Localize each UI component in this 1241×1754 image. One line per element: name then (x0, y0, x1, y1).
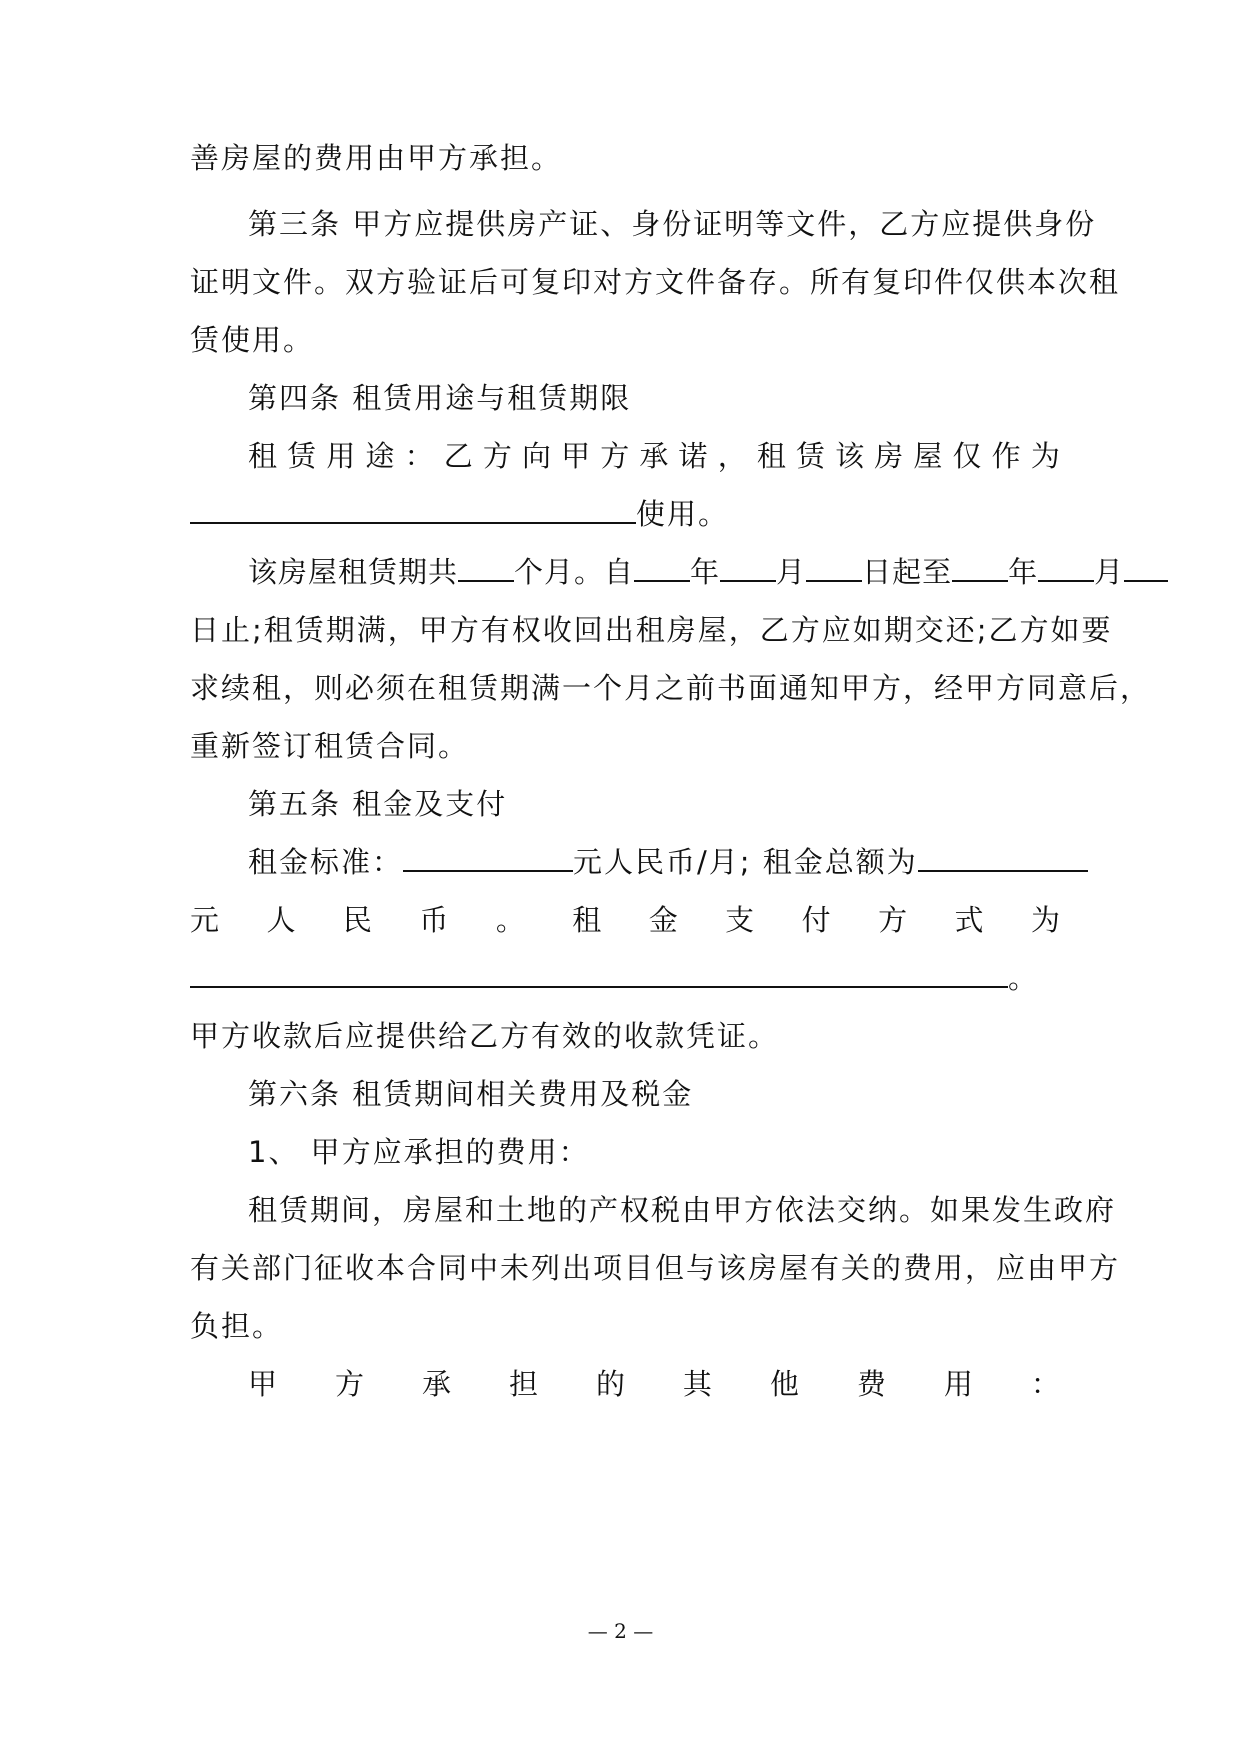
text-char: 作 (991, 439, 1021, 473)
text-char: 为 (1030, 903, 1060, 937)
fill-in-blank[interactable] (806, 552, 862, 582)
payment-blank-line (190, 958, 1060, 998)
fill-in-blank[interactable] (458, 552, 514, 582)
lease-purpose-line (248, 436, 1060, 476)
article-6-heading: 第六条 租赁期间相关费用及税金 (248, 1077, 694, 1111)
lease-term-line (248, 552, 1125, 592)
paragraph-line: 证明文件。双方验证后可复印对方文件备存。所有复印件仅供本次租 (190, 265, 1121, 299)
text-span: 个月。自 (514, 555, 635, 589)
text-char: 诺 (678, 439, 708, 473)
text-span: 日起至 (862, 555, 953, 589)
text-char: 方 (600, 439, 630, 473)
text-char: 的 (595, 1367, 625, 1401)
fill-in-blank[interactable] (1038, 552, 1094, 582)
text-span: 月 (1094, 555, 1125, 589)
text-char: 币 (419, 903, 449, 937)
text-char: 赁 (287, 439, 317, 473)
text-span: 年 (1008, 555, 1039, 589)
text-char: 元 (190, 903, 220, 937)
text-char: 支 (725, 903, 755, 937)
fill-in-blank[interactable] (720, 552, 776, 582)
text-char: 甲 (561, 439, 591, 473)
fill-in-blank[interactable] (952, 552, 1008, 582)
paragraph-line: 求续租，则必须在租赁期满一个月之前书面通知甲方，经甲方同意后， (190, 671, 1152, 705)
text-span: 月 (776, 555, 807, 589)
text-char: 担 (508, 1367, 538, 1401)
text-char: 租 (572, 903, 602, 937)
text-char: 式 (954, 903, 984, 937)
paragraph-line: 重新签订租赁合同。 (190, 729, 470, 763)
text-char: ， (717, 439, 747, 473)
paragraph-line: 赁使用。 (190, 323, 315, 357)
paragraph-line: 租赁期间，房屋和土地的产权税由甲方依法交纳。如果发生政府 (248, 1193, 1117, 1227)
other-fees-line (248, 1364, 1060, 1404)
text-span: 年 (690, 555, 721, 589)
text-char: 房 (874, 439, 904, 473)
text-char: 用 (326, 439, 356, 473)
fill-in-blank[interactable] (403, 842, 573, 872)
text-char: 付 (801, 903, 831, 937)
paragraph-line: 有关部门征收本合同中未列出项目但与该房屋有关的费用，应由甲方 (190, 1251, 1121, 1285)
list-item-1: 1、 甲方应承担的费用： (248, 1135, 590, 1169)
paragraph-line: 善房屋的费用由甲方承担。 (190, 141, 563, 175)
fill-in-blank[interactable] (634, 552, 690, 582)
text-char: 租 (756, 439, 786, 473)
article-4-heading: 第四条 租赁用途与租赁期限 (248, 381, 632, 415)
text-char: 乙 (443, 439, 473, 473)
text-char: 人 (266, 903, 296, 937)
text-char: 租 (248, 439, 278, 473)
text-char: 该 (835, 439, 865, 473)
text-span: 该房屋租赁期共 (248, 555, 459, 589)
text-char: 向 (521, 439, 551, 473)
text-char: 承 (639, 439, 669, 473)
text-char: 甲 (248, 1367, 278, 1401)
article-5-heading: 第五条 租金及支付 (248, 787, 508, 821)
text-char: 费 (856, 1367, 886, 1401)
text-span: 元人民币/月; 租金总额为 (573, 845, 918, 879)
text-char: 民 (342, 903, 372, 937)
paragraph-line: 日止;租赁期满，甲方有权收回出租房屋，乙方应如期交还;乙方如要 (190, 613, 1113, 647)
rent-standard-line (248, 842, 1060, 882)
text-char: 方 (878, 903, 908, 937)
text-span: 使用。 (636, 497, 730, 531)
text-char: 金 (648, 903, 678, 937)
text-char: 方 (482, 439, 512, 473)
paragraph-line: 负担。 (190, 1309, 284, 1343)
text-char: 他 (769, 1367, 799, 1401)
fill-in-blank[interactable] (190, 494, 636, 524)
text-span: 。 (1008, 961, 1040, 995)
text-char: 用 (943, 1367, 973, 1401)
text-char: 途 (365, 439, 395, 473)
text-span: 租金标准： (248, 845, 404, 879)
text-char: 为 (1030, 439, 1060, 473)
page-number: — 2 — (587, 1619, 654, 1643)
text-char: 仅 (952, 439, 982, 473)
purpose-blank-line (190, 494, 1060, 534)
article-3-line: 第三条 甲方应提供房产证、身份证明等文件，乙方应提供身份 (248, 207, 1097, 241)
text-char: ： (404, 439, 434, 473)
text-char: 。 (495, 903, 525, 937)
text-char: 承 (421, 1367, 451, 1401)
text-char: 其 (682, 1367, 712, 1401)
text-char: ： (1030, 1367, 1060, 1401)
fill-in-blank[interactable] (918, 842, 1088, 872)
text-char: 方 (334, 1367, 364, 1401)
payment-method-line (190, 900, 1060, 940)
paragraph-line: 甲方收款后应提供给乙方有效的收款凭证。 (190, 1019, 780, 1053)
fill-in-blank[interactable] (1124, 552, 1168, 582)
text-char: 屋 (913, 439, 943, 473)
text-char: 赁 (795, 439, 825, 473)
fill-in-blank[interactable] (190, 958, 1008, 988)
